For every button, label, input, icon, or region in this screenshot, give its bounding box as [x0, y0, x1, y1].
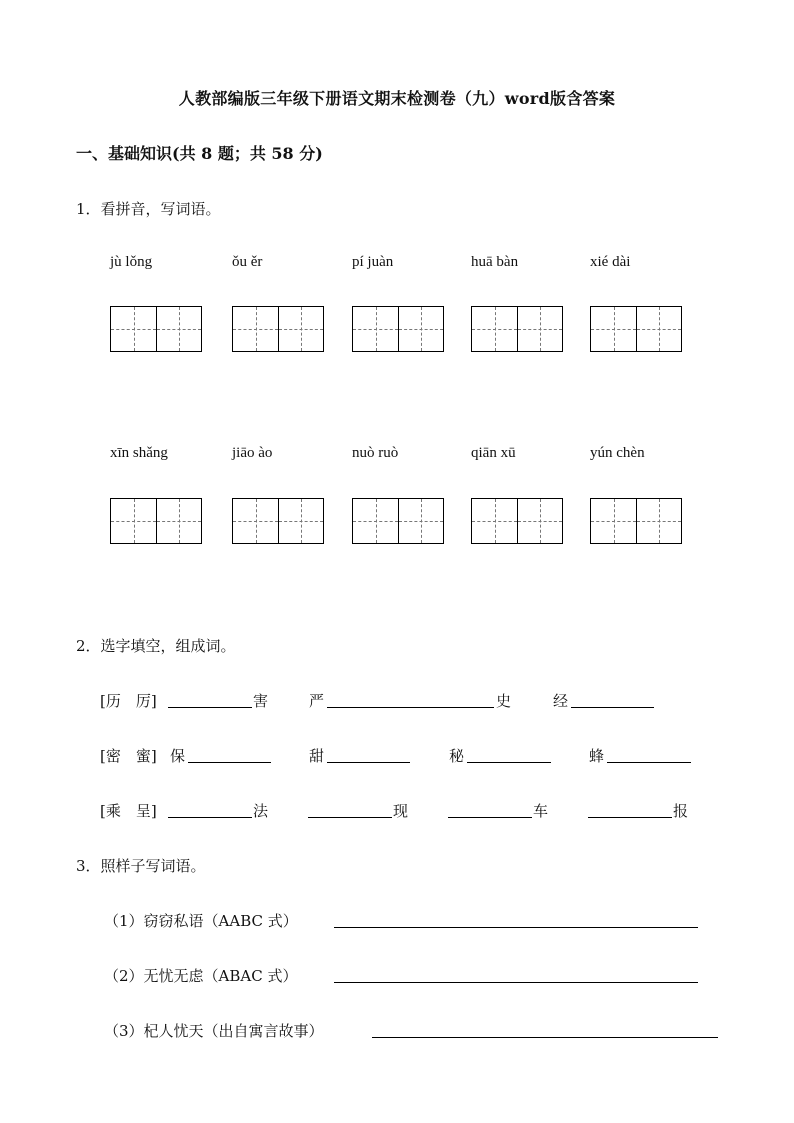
- writing-cell[interactable]: [111, 307, 156, 351]
- pinyin-label: jù lǒng: [110, 254, 153, 270]
- answer-line[interactable]: [334, 912, 698, 928]
- writing-cell[interactable]: [278, 307, 323, 351]
- writing-cell[interactable]: [636, 307, 681, 351]
- writing-grid[interactable]: [352, 498, 444, 544]
- answer-blank[interactable]: [308, 802, 392, 818]
- word-char: 严: [309, 692, 325, 710]
- answer-blank[interactable]: [607, 747, 691, 763]
- writing-cell[interactable]: [398, 307, 443, 351]
- word-char: 法: [253, 802, 269, 820]
- answer-blank[interactable]: [327, 747, 410, 763]
- question-2-prompt: 2．选字填空，组成词。: [76, 637, 236, 655]
- answer-blank[interactable]: [188, 747, 271, 763]
- writing-grid[interactable]: [232, 498, 324, 544]
- writing-cell[interactable]: [517, 307, 562, 351]
- answer-blank[interactable]: [448, 802, 532, 818]
- page-title: 人教部编版三年级下册语文期末检测卷（九）word版含答案: [178, 89, 616, 108]
- question-3-prompt: 3．照样子写词语。: [76, 857, 206, 875]
- pinyin-label: nuò ruò: [352, 445, 399, 461]
- writing-cell[interactable]: [517, 499, 562, 543]
- word-char: 报: [673, 802, 689, 820]
- pinyin-label: jiāo ào: [232, 445, 273, 461]
- writing-cell[interactable]: [156, 499, 201, 543]
- writing-cell[interactable]: [278, 499, 323, 543]
- pinyin-label: ǒu ěr: [232, 254, 263, 270]
- answer-line[interactable]: [334, 967, 698, 983]
- writing-cell[interactable]: [398, 499, 443, 543]
- writing-cell[interactable]: [111, 499, 156, 543]
- writing-grid[interactable]: [110, 306, 202, 352]
- writing-cell[interactable]: [353, 307, 398, 351]
- q3-item-label: （3）杞人忧天（出自寓言故事）: [104, 1022, 324, 1040]
- pinyin-label: xié dài: [590, 254, 631, 270]
- word-char: 秘: [449, 747, 465, 765]
- pinyin-label: huā bàn: [471, 254, 519, 270]
- q3-item-label: （2）无忧无虑（ABAC 式）: [104, 967, 298, 985]
- writing-cell[interactable]: [472, 499, 517, 543]
- writing-grid[interactable]: [110, 498, 202, 544]
- q3-item-label: （1）窃窃私语（AABC 式）: [104, 912, 298, 930]
- writing-cell[interactable]: [591, 307, 636, 351]
- writing-cell[interactable]: [636, 499, 681, 543]
- char-choice-group: [密 蜜]: [100, 747, 157, 765]
- writing-grid[interactable]: [590, 498, 682, 544]
- word-char: 害: [253, 692, 269, 710]
- char-choice-group: [乘 呈]: [100, 802, 157, 820]
- writing-cell[interactable]: [233, 499, 278, 543]
- answer-blank[interactable]: [168, 802, 252, 818]
- answer-blank[interactable]: [467, 747, 551, 763]
- writing-grid[interactable]: [232, 306, 324, 352]
- word-char: 甜: [309, 747, 325, 765]
- answer-blank[interactable]: [327, 692, 494, 708]
- writing-grid[interactable]: [471, 498, 563, 544]
- word-char: 史: [496, 692, 512, 710]
- answer-blank[interactable]: [588, 802, 672, 818]
- writing-grid[interactable]: [352, 306, 444, 352]
- writing-grid[interactable]: [471, 306, 563, 352]
- word-char: 车: [533, 802, 549, 820]
- section-heading: 一、基础知识(共 8 题；共 58 分): [76, 144, 323, 163]
- pinyin-label: pí juàn: [352, 254, 394, 270]
- writing-cell[interactable]: [472, 307, 517, 351]
- writing-cell[interactable]: [156, 307, 201, 351]
- question-1-prompt: 1．看拼音，写词语。: [76, 200, 221, 218]
- word-char: 蜂: [589, 747, 605, 765]
- pinyin-label: xīn shǎng: [110, 445, 168, 461]
- writing-cell[interactable]: [353, 499, 398, 543]
- pinyin-label: yún chèn: [590, 445, 645, 461]
- word-char: 现: [393, 802, 409, 820]
- pinyin-label: qiān xū: [471, 445, 516, 461]
- answer-blank[interactable]: [571, 692, 654, 708]
- answer-line[interactable]: [372, 1022, 718, 1038]
- word-char: 保: [170, 747, 186, 765]
- writing-cell[interactable]: [233, 307, 278, 351]
- writing-grid[interactable]: [590, 306, 682, 352]
- writing-cell[interactable]: [591, 499, 636, 543]
- answer-blank[interactable]: [168, 692, 252, 708]
- word-char: 经: [553, 692, 569, 710]
- char-choice-group: [历 厉]: [100, 692, 157, 710]
